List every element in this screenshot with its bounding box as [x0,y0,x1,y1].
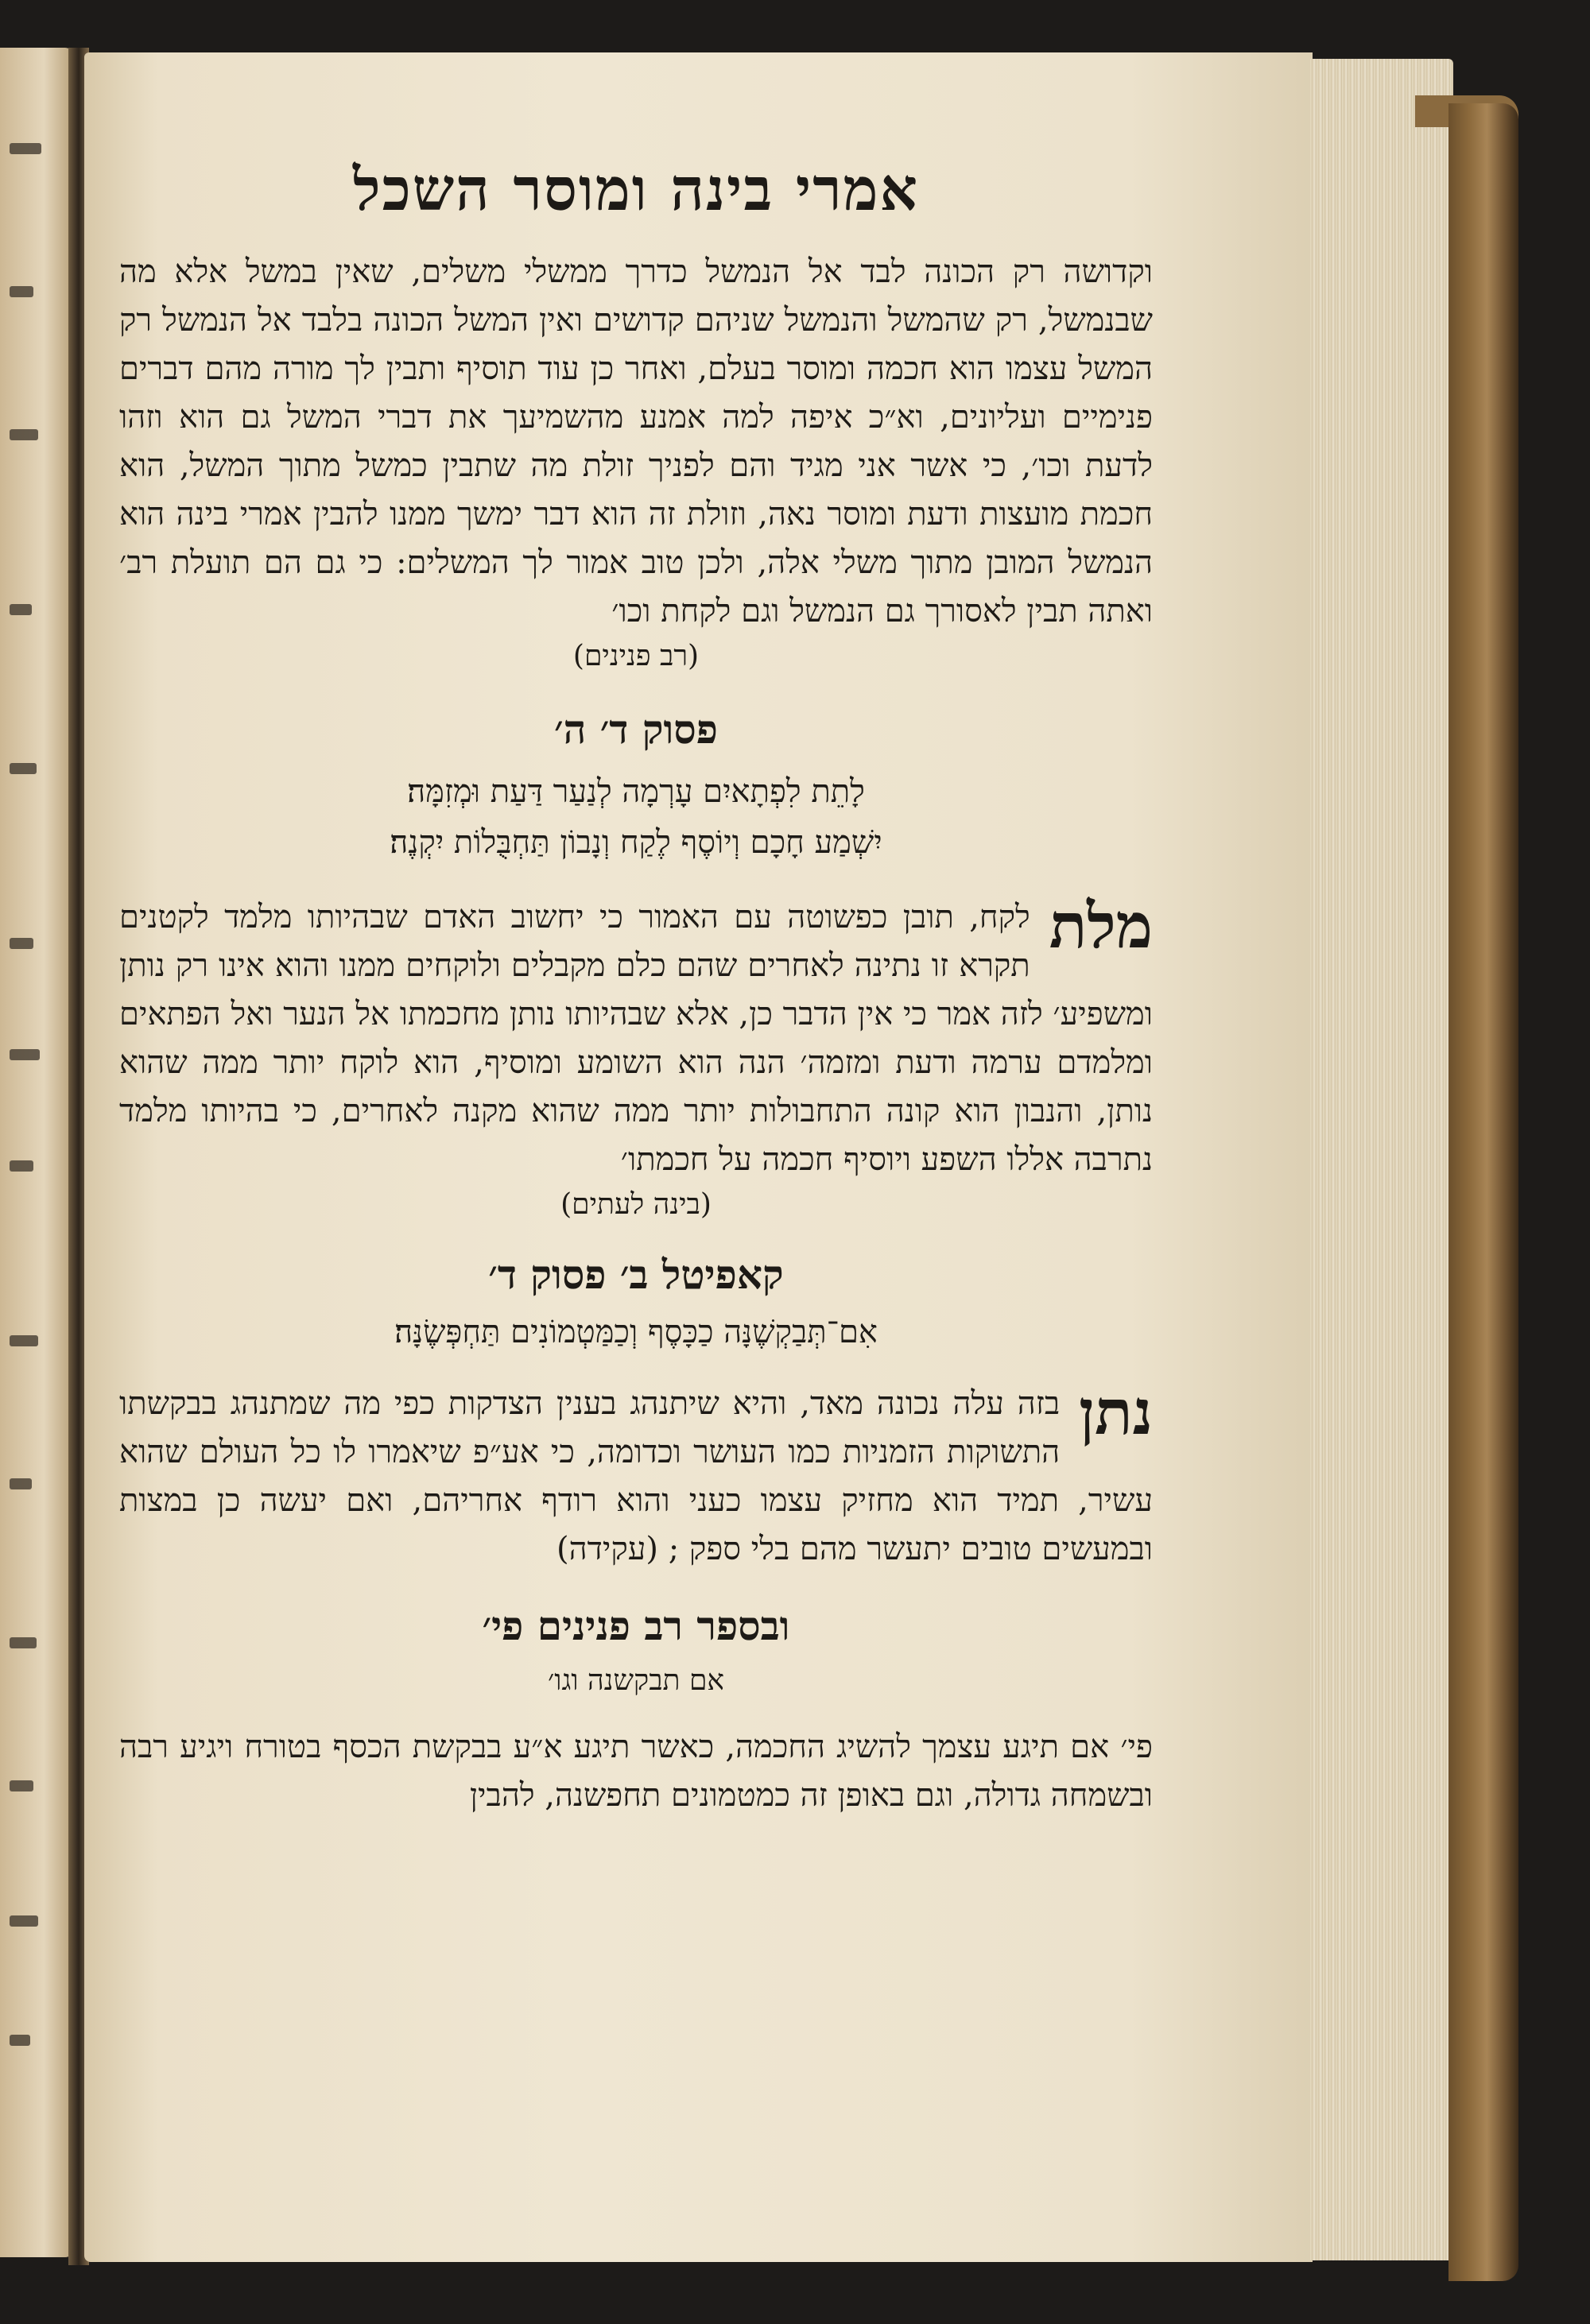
commentary-paragraph: וקדושה רק הכונה לבד אל הנמשל כדרך ממשלי משלים, שאין במשל אלא מה שבנמשל, רק שהמשל והנמשל שניהם קדושים ואין המשל הכונה בלבד אל הנמשל רק המשל עצמו הוא חכמה ומוסר בעלם, ואחר כן עוד תוסיף ותבין לך מורה מהם דברים פנימיים ועליונים, וא״כ איפה למה אמנע מהשמיעך את דברי המשל גם הוא וזהו לדעת וכו׳, כי אשר אני מגיד והם לפניך זולת מה שתבין כמשל מתוך המשל, הוא חכמת מועצות ודעת ומוסר נאה, וזולת זה הוא דבר ימשך ממנו להבין אמרי בינה הוא הנמשל המובן מתוך משלי אלה, ולכן טוב אמור לך המשלים: כי גם הם תועלת רב׳ ואתה תבין לאסורך גם הנמשל וגם לקחת וכו׳ [119,254,1153,629]
facing-page-edge [0,48,73,2257]
source-citation: (רב פנינים) [572,640,700,672]
page-text [119,151,1153,1820]
commentary-paragraph: פי׳ אם תיגע עצמך להשיג החכמה, כאשר תיגע א״ע בבקשת הכסף בטורח ויגיע רבה ובשמחה גדולה, וגם באופן זה כמטמונים תחפשנה, להבין [119,1729,1154,1814]
commentary-paragraph: בזה עלה נכונה מאד, והיא שיתנהג בענין הצדקות כפי מה שמתנהג בבקשתו התשוקות הזמניות כמו העושר וכדומה, כי אע״פ שיאמרו לו כל העולם שהוא עשיר, תמיד הוא מחזיק עצמו כעני והוא רודף אחריהם, ואם יעשה כן במצות ובמעשים טובים יתעשר מהם בלי ספק ; (עקידה) [119,1385,1153,1567]
commentary-block [119,1377,1153,1574]
drop-word: מלת [1049,890,1153,963]
source-citation: (בינה לעתים) [560,1188,712,1221]
commentary-block [119,890,1153,1184]
verse-line: יִשְׁמַע חָכָם וְיוֹסֶף לֶקַח וְנָבוֹן תַּחְבֻּלוֹת יִקְנֶה׃ [390,824,882,861]
section-subheading: אם תבקשנה וגו׳ [547,1664,725,1697]
page-fore-edge [1310,59,1453,2260]
page-title: אמרי בינה ומוסר השכל [352,156,920,224]
verse-line: לָתֵת לִפְתָאיִם עָרְמָה לְנַעַר דַּעַת וּמְזִמָּה׃ [407,773,865,810]
section-heading: ובספר רב פנינים פי׳ [482,1602,790,1649]
section-heading: פסוק ד׳ ה׳ [554,706,718,753]
section-heading: קאפיטל ב׳ פסוק ד׳ [488,1251,784,1298]
facing-page-text-fragments [0,48,73,2257]
verse-line: אִם־תְּבַקְשֶׁנָּה כַכָּסֶף וְכַמַּטְמוֹנִים תַּחְפְּשֶׂנָּה׃ [394,1314,878,1350]
book-cover-edge [1448,103,1518,2281]
drop-word: נתן [1079,1377,1153,1449]
commentary-paragraph: לקח, תובן כפשוטה עם האמור כי יחשוב האדם שבהיותו מלמד לקטנים תקרא זו נתינה לאחרים שהם כלם מקבלים ולוקחים ממנו והוא אינו רק נותן ומשפיע׳ לזה אמר כי אין הדבר כן, אלא שבהיותו נותן מחכמתו אל הנער ואל הפתאים ומלמדם ערמה ודעת ומזמה׳ הנה הוא השומע ומוסיף, הוא לוקח יותר ממה שהוא נותן, והנבון הוא קונה התחבולות יותר ממה שהוא מקנה לאחרים, כי בהיותו מלמד נתרבה אללו השפע ויוסיף חכמה על חכמתו׳ [119,899,1153,1178]
